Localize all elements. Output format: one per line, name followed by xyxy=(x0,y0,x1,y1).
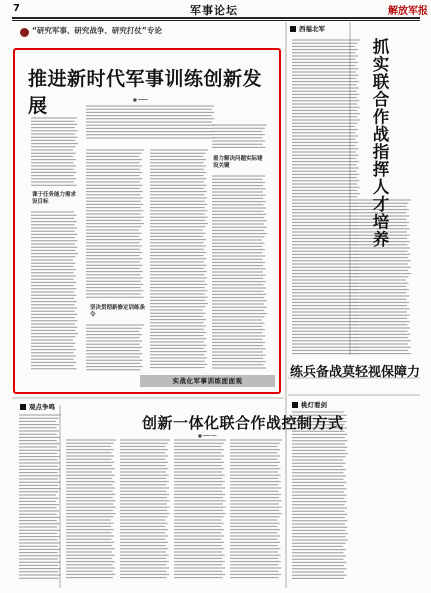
right-column-tag-top-label: 西福北军 xyxy=(299,25,325,33)
tag-marker-icon xyxy=(20,404,26,410)
main-article-byline: ■ ━━━━ xyxy=(133,97,148,102)
lower-article-tag-label: 观点争鸣 xyxy=(29,403,55,411)
main-article-footer-band: 实战化军事训练面面观 xyxy=(140,375,275,387)
page-number: 7 xyxy=(13,3,20,14)
lower-article-byline: ■ ━━━ ━━ xyxy=(198,433,217,438)
right-column-tag-top xyxy=(290,25,325,34)
tag-marker-icon xyxy=(290,26,296,32)
right-column-side-headline[interactable]: 练兵备战莫轻视保障力 xyxy=(290,365,421,380)
right-column-tag-bottom xyxy=(292,401,327,410)
section-title: 军事论坛 xyxy=(190,4,238,17)
lower-article-tag xyxy=(20,403,55,412)
right-column-tag-bottom-label: 桃灯看剑 xyxy=(301,401,327,409)
column-banner: “研究军事、研究战争、研究打仗”专论 xyxy=(32,26,162,35)
main-article-subhead-1: 课于任务能力需求设目标 xyxy=(32,192,77,205)
masthead-logo: 解放军报 xyxy=(388,6,428,17)
right-column-vertical-headline[interactable]: 抓实联合作战指挥人才培养 xyxy=(370,38,389,248)
main-article-headline[interactable]: 推进新时代军事训练创新发展 xyxy=(28,68,263,117)
lower-article-headline[interactable]: 创新一体化联合作战控制方式 xyxy=(142,414,344,432)
main-article-subhead-2: 坚决贯彻新修定训练条令 xyxy=(90,305,146,318)
tag-marker-icon xyxy=(292,402,298,408)
main-article-subhead-3: 着力解决问题实际建设关键 xyxy=(213,156,263,169)
